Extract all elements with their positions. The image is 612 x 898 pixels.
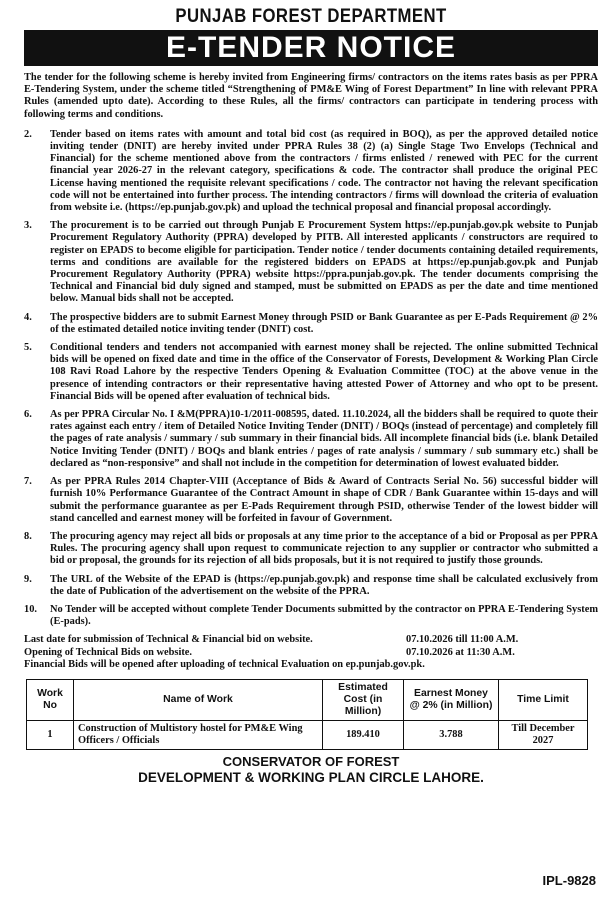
header-time-limit: Time Limit (499, 679, 588, 720)
condition-text: The prospective bidders are to submit Earnest Money through PSID or Bank Guarantee as per E-Pads Requirement @ 2% of the estimated detailed notice inviting tender (DNIT) cost. (50, 311, 598, 335)
department-name: PUNJAB FOREST DEPARTMENT (175, 6, 447, 27)
ipl-code: IPL-9828 (542, 873, 596, 888)
condition-item (24, 312, 598, 336)
condition-item (24, 409, 598, 470)
schedule-label: Last date for submission of Technical & Financial bid on website. (24, 634, 313, 646)
condition-number: 3. (24, 220, 32, 232)
table-row (27, 720, 588, 749)
condition-item (24, 531, 598, 568)
cell-earnest-money: 3.788 (404, 720, 499, 749)
financial-bid-note: Financial Bids will be opened after uploading of technical Evaluation on ep.punjab.gov.pk. (24, 658, 425, 670)
header-name-of-work: Name of Work (74, 679, 323, 720)
cell-work-no: 1 (27, 720, 74, 749)
condition-number: 8. (24, 530, 32, 542)
header-earnest-money: Earnest Money @ 2% (in Million) (404, 679, 499, 720)
schedule (24, 634, 598, 671)
conditions-list (24, 129, 598, 629)
notice-title: E-TENDER NOTICE (24, 30, 598, 66)
condition-item (24, 129, 598, 214)
condition-item (24, 476, 598, 525)
cell-estimated-cost: 189.410 (323, 720, 404, 749)
condition-text: No Tender will be accepted without complete Tender Documents submitted by the contractor on PPRA E-Tendering System (E-pads). (50, 603, 598, 628)
condition-item (24, 574, 598, 598)
header-work-no: Work No (27, 679, 74, 720)
condition-text: Conditional tenders and tenders not accompanied with earnest money shall be rejected. The online submitted Technical bids will be opened on fixed date and time in the office of the Conservator of Forests, Development & Working Plan Circle 108 Ravi Road Lahore by the respective Tenders Opening & Evaluation Committee (TOC) at the above venue in the presence of intending contractors or their representative having attested Power of Attorney and who opt to be present. Financial Bids will be opened after evaluation of technical bids. (50, 342, 598, 402)
cell-time-limit: Till December 2027 (499, 720, 588, 749)
condition-number: 9. (24, 573, 32, 585)
header-estimated-cost: Estimated Cost (in Million) (323, 679, 404, 720)
condition-number: 7. (24, 476, 32, 488)
issuer-office: DEVELOPMENT & WORKING PLAN CIRCLE LAHORE. (138, 769, 484, 785)
schedule-value: 07.10.2026 till 11:00 A.M. (406, 634, 519, 646)
schedule-value: 07.10.2026 at 11:30 A.M. (406, 646, 515, 658)
condition-number: 6. (24, 409, 32, 421)
table-header-row (27, 679, 588, 720)
condition-text: As per PPRA Circular No. I &M(PPRA)10-1/2011-008595, dated. 11.10.2024, all the bidders shall be required to quote their rates against each entry / item of Detailed Notice Inviting Tender (DNIT) / BOQs (instead of percentage) and completely fill the pages of rate analysis / summary / sub summary in their financial bids. All incomplete financial bids (i.e. blank Detailed Notice Inviting Tender (DNIT) / BOQs and blank entries / pages of rate analysis / summary / sub summary etc.) shall be declared as “non-responsive” and shall not include in the competition for determination of lowest evaluated bidder. (50, 409, 598, 469)
condition-item (24, 604, 598, 628)
issuer-block (24, 754, 598, 786)
issuer-title: CONSERVATOR OF FOREST (222, 753, 400, 769)
works-table (26, 679, 588, 750)
condition-number: 4. (24, 311, 32, 323)
condition-text: The URL of the Website of the EPAD is (https://ep.punjab.gov.pk) and response time shall be calculated exclusively from the date of Publication of the advertisement on the website of the PPRA. (50, 573, 598, 597)
schedule-label: Opening of Technical Bids on website. (24, 646, 193, 658)
condition-item (24, 342, 598, 403)
condition-text: Tender based on items rates with amount and total bid cost (as required in BOQ), as per the approved detailed notice inviting tender (DNIT) are hereby invited under PPRA Rules 38 (2) (a) Single Stage Two Envelops (Technical and Financial) for the scheme mentioned above from the contractors / firms enlisted / renewed with PEC for the current financial year 2026-27 in the relevant category, specifications & code. The contractor shall produce the original PEC License having mentioned the requisite relevant specifications / code. The contractor not having the relevant specification code will not be entertained into further process. The intending contractors / firms will download the criteria of evaluation from website i.e. (https://ep.punjab.gov.pk) and upload the technical proposal and financial proposal accordingly. (50, 128, 598, 214)
cell-name-of-work: Construction of Multistory hostel for PM&E Wing Officers / Officials (74, 720, 323, 749)
condition-text: The procurement is to be carried out through Punjab E Procurement System https://ep.punjab.gov.pk website to Punjab Procurement Regulatory Authority (PPRA) developed by PITB. All interested applicants / constructors are required to register on EPADS to become eligible for participation. Tender notice / tender documents containing detailed requirements, terms and conditions are available for the registered bidders on EPADS at https://ep.punjab.gov.pk and Punjab Procurement Regulatory Authority (PPRA) website https://ppra.punjab.gov.pk. The tender documents comprising the Technical and Financial bid duly signed and stamped, must be submitted on EPADS as per the date and time mentioned below. Manual bids shall not be accepted. (50, 220, 598, 305)
condition-number: 10. (24, 603, 37, 615)
condition-item (24, 220, 598, 305)
condition-text: As per PPRA Rules 2014 Chapter-VIII (Acceptance of Bids & Award of Contracts Serial No. 56) successful bidder will furnish 10% Performance Guarantee of the Contract Amount in shape of CDR / Bank Guarantee within 15-days and will submit the performance guarantee as per E-Pads Requirement through PSID, otherwise Tender of the lowest bidder will stand cancelled and earnest money will be forfeited in favour of Government. (50, 476, 598, 524)
schedule-row (24, 634, 598, 646)
condition-text: The procuring agency may reject all bids or proposals at any time prior to the acceptance of a bid or Proposal as per PPRA Rules. The procuring agency shall upon request to communicate rejection to any supplier or contractor who submitted a bid or proposal, the grounds for its rejection of all bids proposals, but it is not required to justify those grounds. (50, 530, 598, 567)
schedule-row (24, 647, 598, 659)
condition-number: 5. (24, 342, 32, 354)
intro-paragraph: The tender for the following scheme is hereby invited from Engineering firms/ contractors on the items rates basis as per PPRA E-Tendering System, under the scheme titled “Strengthening of PM&E Wing of Forest Department” In line with relevant PPRA Rules (amended upto date). According to these Rules, all the firms/ contractors can participate in tendering process with following terms and conditions. (24, 72, 598, 120)
condition-number: 2. (24, 128, 32, 140)
